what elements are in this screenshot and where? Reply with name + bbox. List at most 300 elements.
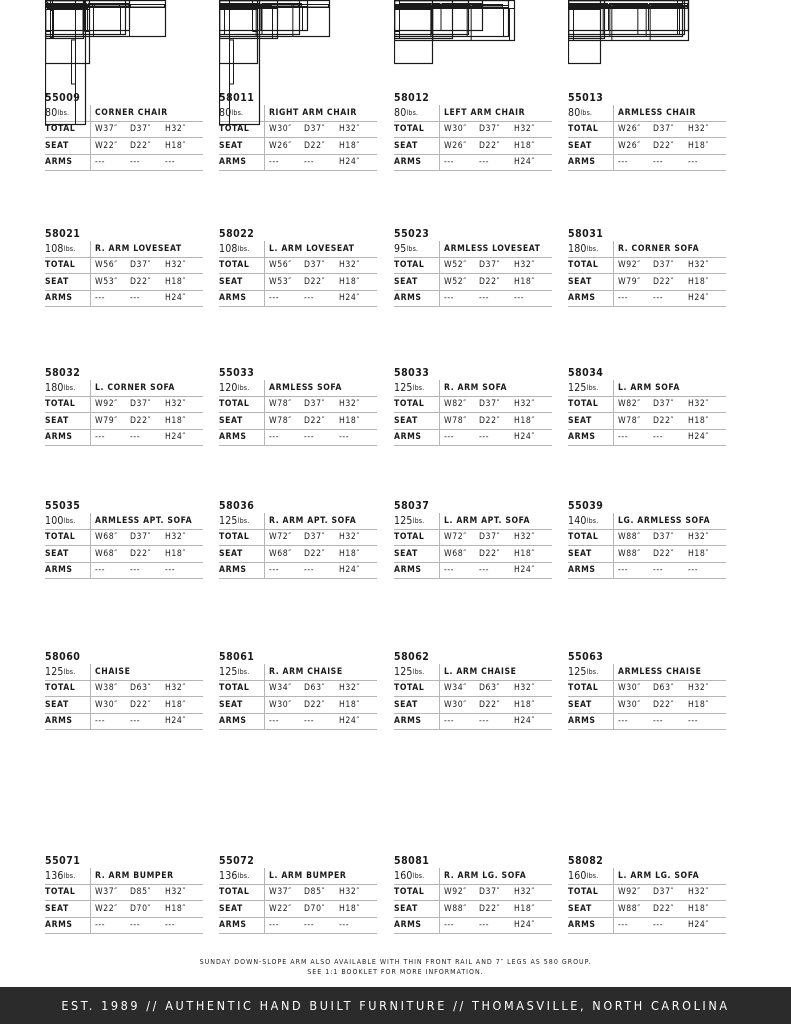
product-name: R. CORNER SOFA [618,243,700,254]
arms-value: --- [269,565,280,576]
seat-value: D22″ [130,276,152,287]
total-label: TOTAL [394,258,440,274]
total-value: W37″ [95,887,118,898]
arms-row [45,155,203,172]
weight-unit: lbs. [580,108,593,117]
seat-row [45,413,203,430]
seat-row [568,546,726,563]
seat-label: SEAT [45,697,91,713]
weight-unit: lbs. [412,871,425,880]
weight-value: 136 [45,869,64,882]
total-value: W26″ [618,124,641,135]
model-number: 55063 [568,651,604,663]
seat-label: SEAT [394,546,440,562]
total-value: D37″ [130,399,152,410]
product-name: ARMLESS CHAIR [618,107,697,118]
weight-value: 160 [394,869,413,882]
total-row [219,681,377,698]
seat-value: H18″ [165,699,186,710]
weight-row [219,664,377,681]
weight-value: 80 [219,106,232,119]
arms-row [394,430,552,447]
total-value: W37″ [269,887,292,898]
spec-table [219,855,377,934]
seat-value: D22″ [479,276,501,287]
arms-value: --- [688,716,699,727]
arms-value: --- [95,716,106,727]
weight [219,380,265,396]
weight-unit: lbs. [231,108,244,117]
arms-row [394,918,552,935]
seat-value: D22″ [479,548,501,559]
seat-value: W30″ [95,699,118,710]
total-value: D37″ [653,399,675,410]
total-value: W68″ [95,532,118,543]
footnote-line-2: SEE 1:1 BOOKLET FOR MORE INFORMATION. [307,968,484,976]
arms-row [219,430,377,447]
weight-row [568,105,726,122]
total-value: W82″ [618,399,641,410]
seat-value: D22″ [653,276,675,287]
weight-row [568,868,726,885]
seat-value: W88″ [618,903,641,914]
model-number: 58012 [394,92,430,104]
product-name: L. ARM CHAISE [444,666,517,677]
seat-value: H18″ [514,903,535,914]
arms-value: --- [165,157,176,168]
arms-value: H24″ [688,920,709,931]
total-value: W56″ [95,260,118,271]
weight-row [219,513,377,530]
weight [568,105,614,121]
total-value: D63″ [653,683,675,694]
product-name: CORNER CHAIR [95,107,168,118]
total-label: TOTAL [45,885,91,901]
arms-label: ARMS [568,430,614,446]
seat-value: W30″ [618,699,641,710]
seat-label: SEAT [568,274,614,290]
seat-value: H18″ [339,548,360,559]
product-name: L. ARM BUMPER [269,870,347,881]
weight-row [45,664,203,681]
product-name: R. ARM APT. SOFA [269,515,357,526]
product-name: R. ARM LG. SOFA [444,870,527,881]
arms-value: --- [269,293,280,304]
spec-table [568,500,726,579]
total-value: D37″ [130,260,152,271]
arms-value: --- [130,157,141,168]
weight-unit: lbs. [586,244,599,253]
seat-value: D22″ [653,903,675,914]
seat-label: SEAT [219,413,265,429]
seat-value: H18″ [339,140,360,151]
arms-value: --- [653,432,664,443]
arms-value: H24″ [514,565,535,576]
seat-value: D22″ [304,548,326,559]
seat-value: D22″ [479,140,501,151]
weight-value: 80 [394,106,407,119]
total-value: W38″ [95,683,118,694]
arms-value: --- [339,432,350,443]
product-name: CHAISE [95,666,131,677]
model-number: 58011 [219,92,255,104]
total-value: D37″ [479,532,501,543]
total-value: D37″ [479,399,501,410]
arms-row [45,563,203,580]
total-label: TOTAL [394,122,440,138]
seat-value: H18″ [165,903,186,914]
right-arm-bumper-icon [45,0,87,126]
seat-value: W68″ [269,548,292,559]
model-number: 55033 [219,367,255,379]
spec-table [219,651,377,730]
total-value: W52″ [444,260,467,271]
weight [394,241,440,257]
seat-label: SEAT [568,901,614,917]
weight-row [219,380,377,397]
seat-label: SEAT [219,901,265,917]
spec-table [568,228,726,307]
model-number: 58022 [219,228,255,240]
total-row [45,885,203,902]
arms-label: ARMS [568,563,614,579]
total-value: D63″ [130,683,152,694]
total-row [219,530,377,547]
arms-row [45,430,203,447]
arms-row [219,918,377,935]
seat-value: D22″ [653,548,675,559]
seat-row [394,546,552,563]
weight-row [394,868,552,885]
spec-table [568,92,726,171]
seat-value: H18″ [339,699,360,710]
arms-value: --- [444,432,455,443]
total-value: W72″ [269,532,292,543]
total-value: W92″ [618,260,641,271]
spec-table [394,92,552,171]
arms-value: H24″ [514,920,535,931]
model-number: 58034 [568,367,604,379]
total-value: D37″ [304,260,326,271]
arms-label: ARMS [394,291,440,307]
model-number: 58032 [45,367,81,379]
total-label: TOTAL [45,530,91,546]
arms-value: --- [653,293,664,304]
arms-value: --- [618,920,629,931]
seat-value: D22″ [130,415,152,426]
weight-row [394,105,552,122]
total-value: H32″ [165,124,186,135]
arms-label: ARMS [45,918,91,934]
product-name: R. ARM SOFA [444,382,508,393]
arms-value: --- [618,293,629,304]
weight-value: 140 [568,514,587,527]
total-value: D63″ [479,683,501,694]
arms-value: --- [304,157,315,168]
weight [219,241,265,257]
seat-value: W88″ [444,903,467,914]
weight-unit: lbs. [237,383,250,392]
product-name: R. ARM BUMPER [95,870,174,881]
total-value: D37″ [130,532,152,543]
arms-value: H24″ [165,716,186,727]
arms-value: --- [653,565,664,576]
seat-value: W78″ [444,415,467,426]
weight [219,868,265,884]
weight-unit: lbs. [586,871,599,880]
seat-value: D22″ [304,140,326,151]
spec-table [219,228,377,307]
weight-unit: lbs. [63,383,76,392]
arms-label: ARMS [45,430,91,446]
arms-value: --- [304,565,315,576]
weight-row [568,513,726,530]
seat-value: H18″ [688,276,709,287]
seat-label: SEAT [568,697,614,713]
total-value: H32″ [165,532,186,543]
total-value: D37″ [304,124,326,135]
total-label: TOTAL [45,681,91,697]
seat-row [45,901,203,918]
total-value: D37″ [479,887,501,898]
model-number: 55013 [568,92,604,104]
arms-row [568,563,726,580]
arms-value: --- [444,293,455,304]
seat-value: W26″ [269,140,292,151]
weight-value: 125 [568,665,587,678]
arms-label: ARMS [394,155,440,171]
weight-value: 125 [568,381,587,394]
arms-value: --- [304,920,315,931]
total-label: TOTAL [45,122,91,138]
seat-label: SEAT [568,546,614,562]
arms-label: ARMS [45,563,91,579]
arms-value: --- [269,157,280,168]
arms-value: --- [339,920,350,931]
total-value: H32″ [339,532,360,543]
total-label: TOTAL [568,122,614,138]
total-row [568,681,726,698]
weight-value: 125 [394,381,413,394]
total-row [568,258,726,275]
seat-value: W53″ [95,276,118,287]
seat-value: W78″ [618,415,641,426]
arms-row [568,291,726,308]
weight-unit: lbs. [237,516,250,525]
total-value: H32″ [514,887,535,898]
arms-value: H24″ [339,565,360,576]
spec-table [568,855,726,934]
weight [568,241,614,257]
arms-value: H24″ [339,293,360,304]
total-label: TOTAL [45,397,91,413]
weight-unit: lbs. [412,667,425,676]
seat-row [219,413,377,430]
total-value: H32″ [339,260,360,271]
arms-value: --- [95,565,106,576]
seat-value: W26″ [618,140,641,151]
total-row [394,397,552,414]
arms-value: --- [130,565,141,576]
total-value: W92″ [444,887,467,898]
product-name: ARMLESS APT. SOFA [95,515,193,526]
arms-row [394,563,552,580]
total-value: D37″ [130,124,152,135]
arms-value: --- [479,293,490,304]
arms-row [219,714,377,731]
arms-label: ARMS [568,291,614,307]
total-value: H32″ [514,399,535,410]
arms-value: --- [653,157,664,168]
seat-value: H18″ [165,276,186,287]
seat-label: SEAT [219,697,265,713]
total-row [394,885,552,902]
arms-value: --- [269,920,280,931]
product-name: R. ARM LOVESEAT [95,243,182,254]
weight-unit: lbs. [586,383,599,392]
arms-row [219,563,377,580]
product-name: ARMLESS CHAISE [618,666,702,677]
total-value: D37″ [653,887,675,898]
total-row [219,258,377,275]
weight-value: 125 [45,665,64,678]
total-value: H32″ [165,887,186,898]
total-value: W34″ [444,683,467,694]
total-value: H32″ [688,532,709,543]
total-value: H32″ [514,532,535,543]
arms-value: H24″ [165,432,186,443]
seat-label: SEAT [219,546,265,562]
total-label: TOTAL [568,885,614,901]
weight-row [568,664,726,681]
model-number: 55039 [568,500,604,512]
seat-value: W53″ [269,276,292,287]
right-arm-large-sofa-icon [394,0,516,42]
model-number: 58033 [394,367,430,379]
seat-value: H18″ [688,548,709,559]
total-row [394,530,552,547]
weight [45,868,91,884]
arms-value: --- [479,432,490,443]
seat-value: D22″ [304,415,326,426]
spec-table [568,367,726,446]
weight-row [219,241,377,258]
weight [394,868,440,884]
total-value: D37″ [479,260,501,271]
arms-label: ARMS [45,155,91,171]
spec-table [45,651,203,730]
weight [394,513,440,529]
arms-value: --- [514,293,525,304]
arms-row [45,291,203,308]
arms-value: --- [130,432,141,443]
arms-value: H24″ [339,157,360,168]
seat-row [219,901,377,918]
spec-table [394,228,552,307]
weight-row [394,513,552,530]
total-value: D37″ [304,532,326,543]
total-label: TOTAL [568,258,614,274]
weight [568,380,614,396]
model-number: 55009 [45,92,81,104]
spec-table [394,855,552,934]
arms-row [568,155,726,172]
weight [394,664,440,680]
product-name: L. ARM APT. SOFA [444,515,531,526]
arms-label: ARMS [394,563,440,579]
arms-value: --- [618,432,629,443]
seat-value: H18″ [165,415,186,426]
seat-row [219,546,377,563]
total-row [45,258,203,275]
seat-label: SEAT [568,413,614,429]
total-row [568,397,726,414]
total-label: TOTAL [568,530,614,546]
seat-value: D22″ [653,415,675,426]
arms-value: --- [95,293,106,304]
total-value: W82″ [444,399,467,410]
total-label: TOTAL [219,681,265,697]
weight-unit: lbs. [63,667,76,676]
footer-banner [0,987,791,1024]
weight-value: 120 [219,381,238,394]
seat-value: D22″ [479,415,501,426]
arms-label: ARMS [45,291,91,307]
model-number: 58061 [219,651,255,663]
spec-table [219,367,377,446]
seat-value: H18″ [514,140,535,151]
seat-value: W22″ [95,140,118,151]
product-name: LG. ARMLESS SOFA [618,515,711,526]
weight [219,513,265,529]
seat-label: SEAT [394,274,440,290]
total-row [45,397,203,414]
weight-row [219,868,377,885]
arms-label: ARMS [568,714,614,730]
arms-value: --- [479,565,490,576]
model-number: 58081 [394,855,430,867]
total-value: H32″ [688,124,709,135]
total-value: H32″ [514,683,535,694]
total-label: TOTAL [219,530,265,546]
weight-unit: lbs. [586,516,599,525]
total-label: TOTAL [394,885,440,901]
total-value: H32″ [514,260,535,271]
weight-unit: lbs. [237,871,250,880]
arms-value: --- [130,716,141,727]
seat-row [45,274,203,291]
model-number: 58031 [568,228,604,240]
seat-value: W30″ [444,699,467,710]
arms-value: --- [95,920,106,931]
seat-value: D22″ [130,548,152,559]
total-row [45,681,203,698]
arms-value: --- [444,565,455,576]
seat-value: W52″ [444,276,467,287]
arms-value: H24″ [514,157,535,168]
spec-table [394,500,552,579]
arms-value: --- [688,157,699,168]
product-name: L. CORNER SOFA [95,382,175,393]
spec-table [45,228,203,307]
total-value: D37″ [653,124,675,135]
total-value: W78″ [269,399,292,410]
seat-value: W78″ [269,415,292,426]
total-label: TOTAL [394,681,440,697]
seat-row [219,697,377,714]
seat-value: W22″ [269,903,292,914]
footnote-line-1: SUNDAY DOWN-SLOPE ARM ALSO AVAILABLE WITH THIN FRONT RAIL AND 7″ LEGS AS 580 GROUP. [199,958,592,966]
